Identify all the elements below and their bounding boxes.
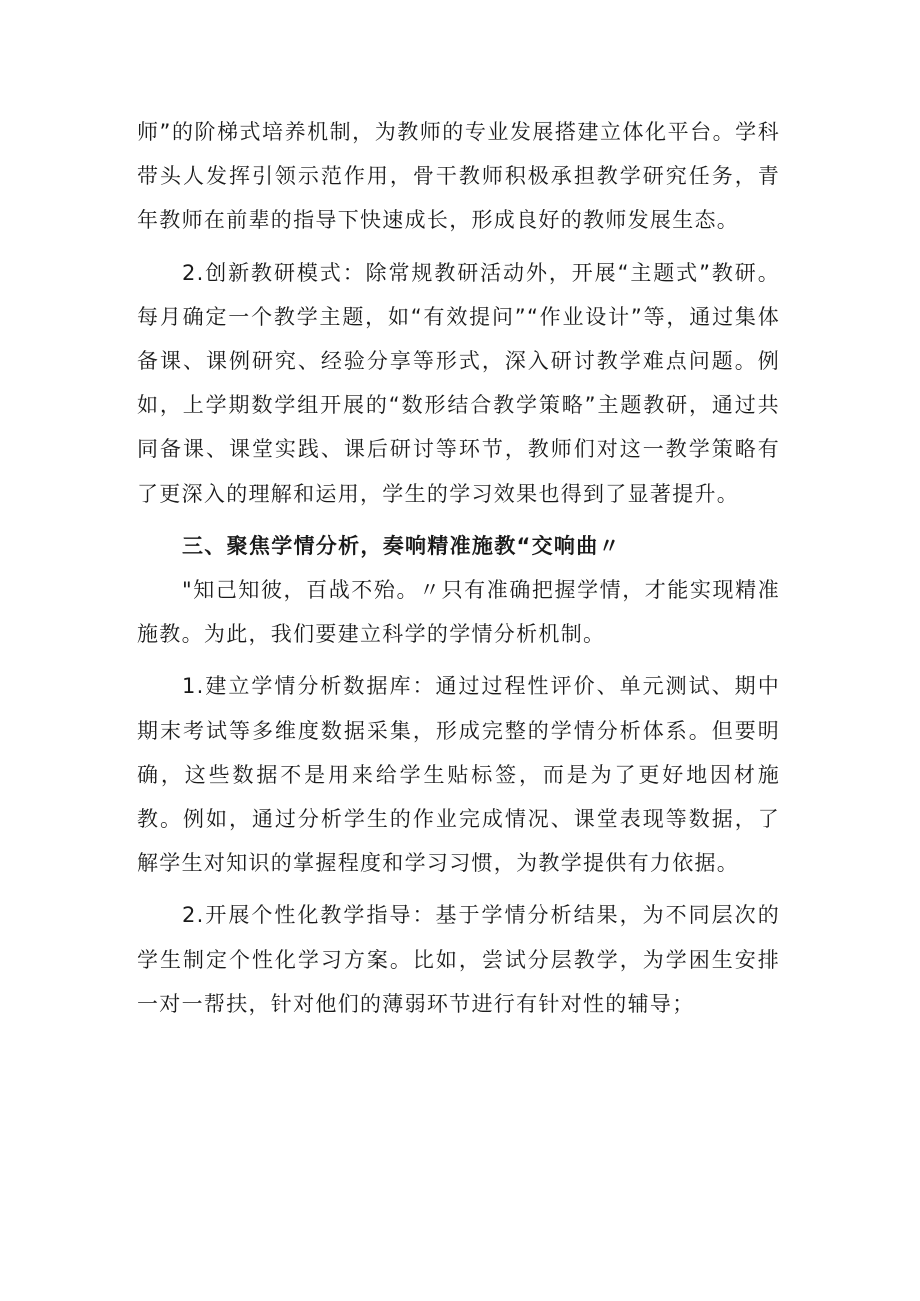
paragraph-research-mode: 2.创新教研模式：除常规教研活动外，开展“主题式”教研。每月确定一个教学主题，如“有效提问”“作业设计”等，通过集体备课、课例研究、经验分享等形式，深入研讨教学难点问题。例如，上学期数学组开展的“数形结合教学策略”主题教研，通过共同备课、课堂实践、课后研讨等环节，教师们对这一教学策略有了更深入的理解和运用，学生的学习效果也得到了显著提升。 — [137, 260, 780, 506]
paragraph-teacher-training: 师”的阶梯式培养机制，为教师的专业发展搭建立体化平台。学科带头人发挥引领示范作用，骨干教师积极承担教学研究任务，青年教师在前辈的指导下快速成长，形成良好的教师发展生态。 — [137, 120, 780, 233]
paragraph-database: 1.建立学情分析数据库：通过过程性评价、单元测试、期中期末考试等多维度数据采集，形成完整的学情分析体系。但要明确，这些数据不是用来给学生贴标签，而是为了更好地因材施教。例如，通过分析学生的作业完成情况、课堂表现等数据，了解学生对知识的掌握程度和学习习惯，为教学提供有力依据。 — [137, 674, 780, 876]
paragraph-gap — [137, 516, 780, 524]
paragraph-gap — [137, 885, 780, 893]
paragraph-gap — [137, 243, 780, 251]
paragraph-know-yourself: "知己知彼，百战不殆。〃只有准确把握学情，才能实现精准施教。为此，我们要建立科学的学情分析机制。 — [137, 578, 780, 647]
paragraph-personalized-guidance: 2.开展个性化教学指导：基于学情分析结果，为不同层次的学生制定个性化学习方案。比如，尝试分层教学，为学困生安排一对一帮扶，针对他们的薄弱环节进行有针对性的辅导； — [137, 903, 780, 1016]
section-heading-learning-analysis: 三、聚焦学情分析，奏响精准施教“交响曲〃 — [182, 533, 621, 558]
document-body — [137, 110, 780, 1026]
paragraph-gap — [137, 656, 780, 664]
